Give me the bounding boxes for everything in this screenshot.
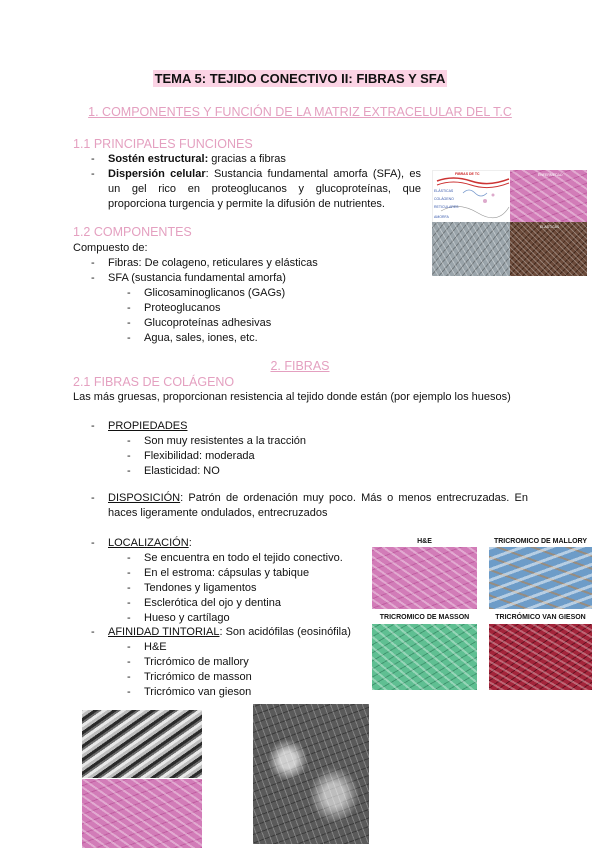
subsection-1-1-heading: 1.1 PRINCIPALES FUNCIONES bbox=[73, 137, 253, 151]
collagen-intro: Las más gruesas, proporcionan resistencia al tejido donde están (por ejemplo los huesos) bbox=[73, 391, 511, 403]
masson-stain-image bbox=[372, 624, 477, 690]
subsection-2-1-heading: 2.1 FIBRAS DE COLÁGENO bbox=[73, 375, 235, 389]
list-item: - AFINIDAD TINTORIAL: Son acidófilas (eosinófila) bbox=[108, 625, 351, 640]
stain-caption-he: H&E bbox=[417, 538, 432, 545]
list-item: - Tricrómico de masson bbox=[144, 670, 252, 685]
reticular-tissue-thumbnail bbox=[432, 222, 510, 276]
propiedades-items bbox=[144, 434, 306, 479]
sfa-list bbox=[144, 286, 404, 346]
list-item: - Tricrómico van gieson bbox=[144, 685, 252, 700]
list-item: - Se encuentra en todo el tejido conectivo. bbox=[144, 551, 343, 566]
list-item: - Tricrómico de mallory bbox=[144, 655, 252, 670]
list-item: - Fibras: De colageno, reticulares y elásticas bbox=[108, 256, 428, 271]
list-item: - En el estroma: cápsulas y tabique bbox=[144, 566, 343, 581]
diagram-label: COLÁGENO bbox=[434, 197, 454, 201]
propiedades-list bbox=[108, 419, 187, 434]
functions-list bbox=[108, 152, 421, 212]
diagram-label: AMORFA bbox=[434, 215, 449, 219]
list-item: - Elasticidad: NO bbox=[144, 464, 306, 479]
collagen-em-striated-image bbox=[82, 710, 202, 778]
diagram-label: ELASTICAS bbox=[540, 225, 560, 229]
list-item: - Sostén estructural: gracias a fibras bbox=[108, 152, 421, 167]
page-title: TEMA 5: TEJIDO CONECTIVO II: FIBRAS Y SFA bbox=[154, 71, 446, 86]
list-item: - Flexibilidad: moderada bbox=[144, 449, 306, 464]
subsection-1-2-heading: 1.2 COMPONENTES bbox=[73, 225, 192, 239]
list-item: - Agua, sales, iones, etc. bbox=[144, 331, 404, 346]
diagram-label: ENFERMEDAD bbox=[538, 173, 563, 177]
list-item: - Glucoproteínas adhesivas bbox=[144, 316, 404, 331]
list-item: - Son muy resistentes a la tracción bbox=[144, 434, 306, 449]
diagram-label: FIBRAS DE TC bbox=[455, 172, 480, 176]
list-item: - Dispersión celular: Sustancia fundamental amorfa (SFA), es un gel rico en proteoglucanos y glucoproteínas, que proporciona turgencia y permite la difusión de nutrientes. bbox=[108, 167, 421, 212]
he-stain-image bbox=[372, 547, 477, 609]
mallory-stain-image bbox=[489, 547, 592, 609]
list-item: - Glicosaminoglicanos (GAGs) bbox=[144, 286, 404, 301]
diagram-label: RETICULARES bbox=[434, 205, 459, 209]
list-item: - Tendones y ligamentos bbox=[144, 581, 343, 596]
list-item: - LOCALIZACIÓN: bbox=[108, 536, 192, 551]
propiedades-label: - PROPIEDADES bbox=[108, 419, 187, 434]
he-tissue-thumbnail bbox=[510, 170, 587, 222]
section-1-heading: 1. COMPONENTES Y FUNCIÓN DE LA MATRIZ EXTRACELULAR DEL T.C bbox=[88, 105, 512, 119]
van-gieson-stain-image bbox=[489, 624, 592, 690]
diagram-label: ELÁSTICAS bbox=[434, 189, 454, 193]
section-2-heading: 2. FIBRAS bbox=[270, 359, 330, 373]
list-item: - DISPOSICIÓN: Patrón de ordenación muy poco. Más o menos entrecruzadas. En haces ligeramente ondulados, entrecruzados bbox=[108, 491, 528, 521]
afinidad-items bbox=[144, 640, 252, 700]
list-item: - Esclerótica del ojo y dentina bbox=[144, 596, 343, 611]
list-item: - SFA (sustancia fundamental amorfa) bbox=[108, 271, 428, 286]
collagen-sem-image bbox=[253, 704, 369, 844]
stain-caption-van-gieson: TRICRÓMICO VAN GIESON bbox=[495, 614, 586, 621]
list-item: - Hueso y cartílago bbox=[144, 611, 343, 626]
stain-caption-mallory: TRICROMICO DE MALLORY bbox=[493, 538, 588, 545]
list-item: - Proteoglucanos bbox=[144, 301, 404, 316]
stain-caption-masson: TRICROMICO DE MASSON bbox=[379, 614, 470, 621]
components-list bbox=[108, 256, 428, 286]
localizacion-list bbox=[108, 536, 192, 551]
afinidad-list bbox=[108, 625, 351, 640]
fibers-diagram-image bbox=[432, 170, 512, 224]
components-intro: Compuesto de: bbox=[73, 242, 148, 254]
disposicion-list bbox=[108, 491, 528, 521]
elastic-tissue-thumbnail bbox=[510, 222, 587, 276]
localizacion-items bbox=[144, 551, 343, 626]
list-item: - H&E bbox=[144, 640, 252, 655]
collagen-he-bottom-image bbox=[82, 779, 202, 848]
